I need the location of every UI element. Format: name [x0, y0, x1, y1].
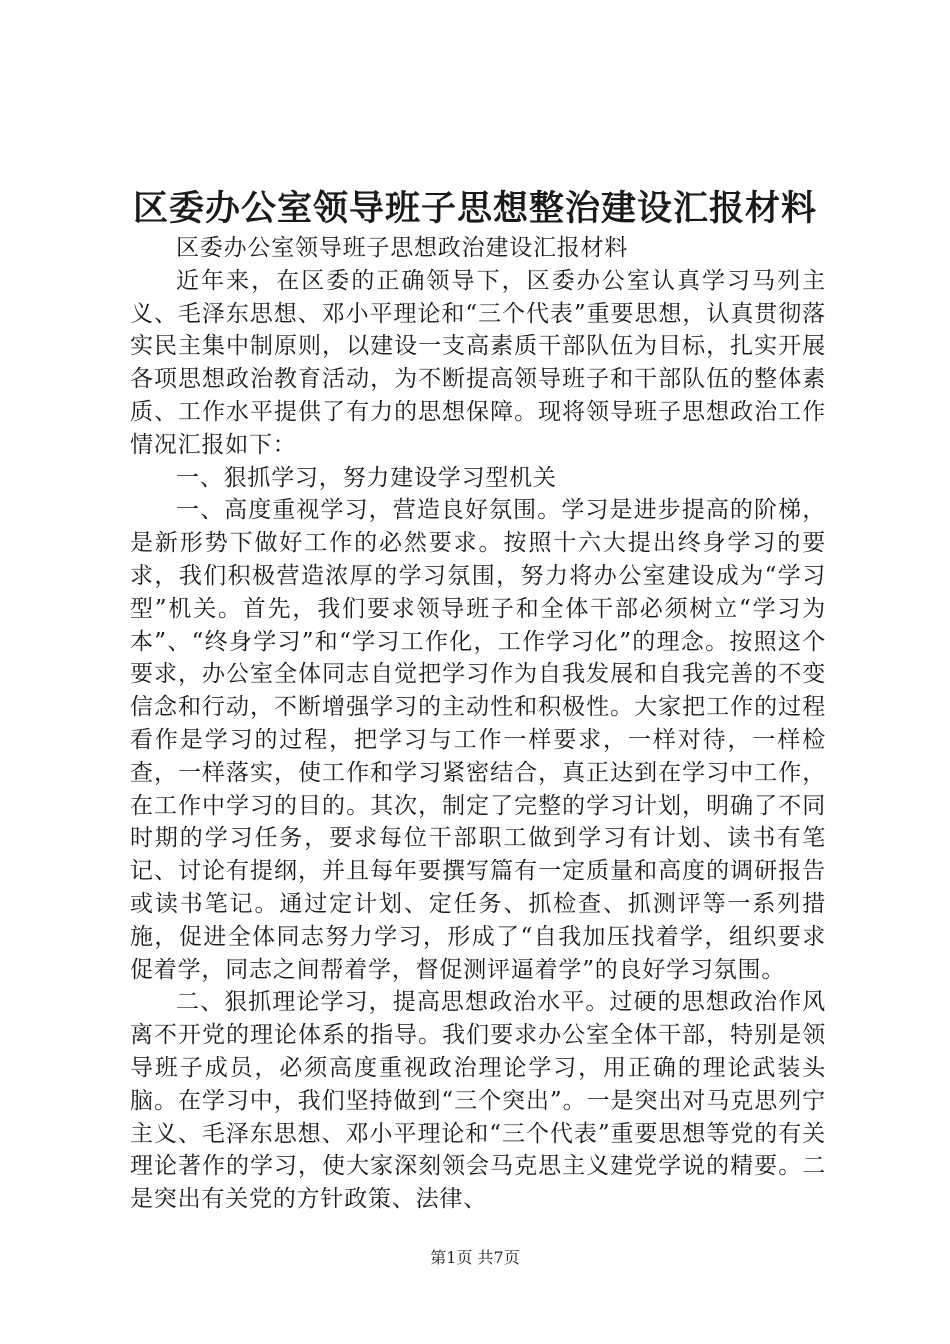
body-paragraph: 二、狠抓理论学习，提高思想政治水平。过硬的思想政治作风离不开党的理论体系的指导。我们要求办公室全体干部，特别是领导班子成员，必须高度重视政治理论学习，用正确的理论武装头脑。在学习中，我们坚持做到“三个突出”。一是突出对马克思列宁主义、毛泽东思想、邓小平理论和“三个代表”重要思想等党的有关理论著作的学习，使大家深刻领会马克思主义建党学说的精要。二是突出有关党的方针政策、法律、 [130, 989, 826, 1213]
document-title: 区委办公室领导班子思想整治建设汇报材料 [132, 188, 817, 229]
document-body [130, 232, 826, 1216]
body-paragraph: 一、高度重视学习，营造良好氛围。学习是进步提高的阶梯，是新形势下做好工作的必然要求。按照十六大提出终身学习的要求，我们积极营造浓厚的学习氛围，努力将办公室建设成为“学习型”机关。首先，我们要求领导班子和全体干部必须树立“学习为本”、“终身学习”和“学习工作化，工作学习化”的理念。按照这个要求，办公室全体同志自觉把学习作为自我发展和自我完善的不变信念和行动，不断增强学习的主动性和积极性。大家把工作的过程看作是学习的过程，把学习与工作一样要求，一样对待，一样检查，一样落实，使工作和学习紧密结合，真正达到在学习中工作，在工作中学习的目的。其次，制定了完整的学习计划，明确了不同时期的学习任务，要求每位干部职工做到学习有计划、读书有笔记、讨论有提纲，并且每年要撰写篇有一定质量和高度的调研报告或读书笔记。通过定计划、定任务、抓检查、抓测评等一系列措施，促进全体同志努力学习，形成了“自我加压找着学，组织要求促着学，同志之间帮着学，督促测评逼着学”的良好学习氛围。 [130, 497, 826, 983]
intro-paragraph: 近年来，在区委的正确领导下，区委办公室认真学习马列主义、毛泽东思想、邓小平理论和“三个代表”重要思想，认真贯彻落实民主集中制原则，以建设一支高素质干部队伍为目标，扎实开展各项思想政治教育活动，为不断提高领导班子和干部队伍的整体素质、工作水平提供了有力的思想保障。现将领导班子思想政治工作情况汇报如下： [130, 267, 826, 458]
page-footer: 第1页 共7页 [430, 1248, 520, 1267]
subtitle-paragraph: 区委办公室领导班子思想政治建设汇报材料 [176, 235, 629, 261]
section-heading: 一、狠抓学习，努力建设学习型机关 [176, 464, 557, 491]
